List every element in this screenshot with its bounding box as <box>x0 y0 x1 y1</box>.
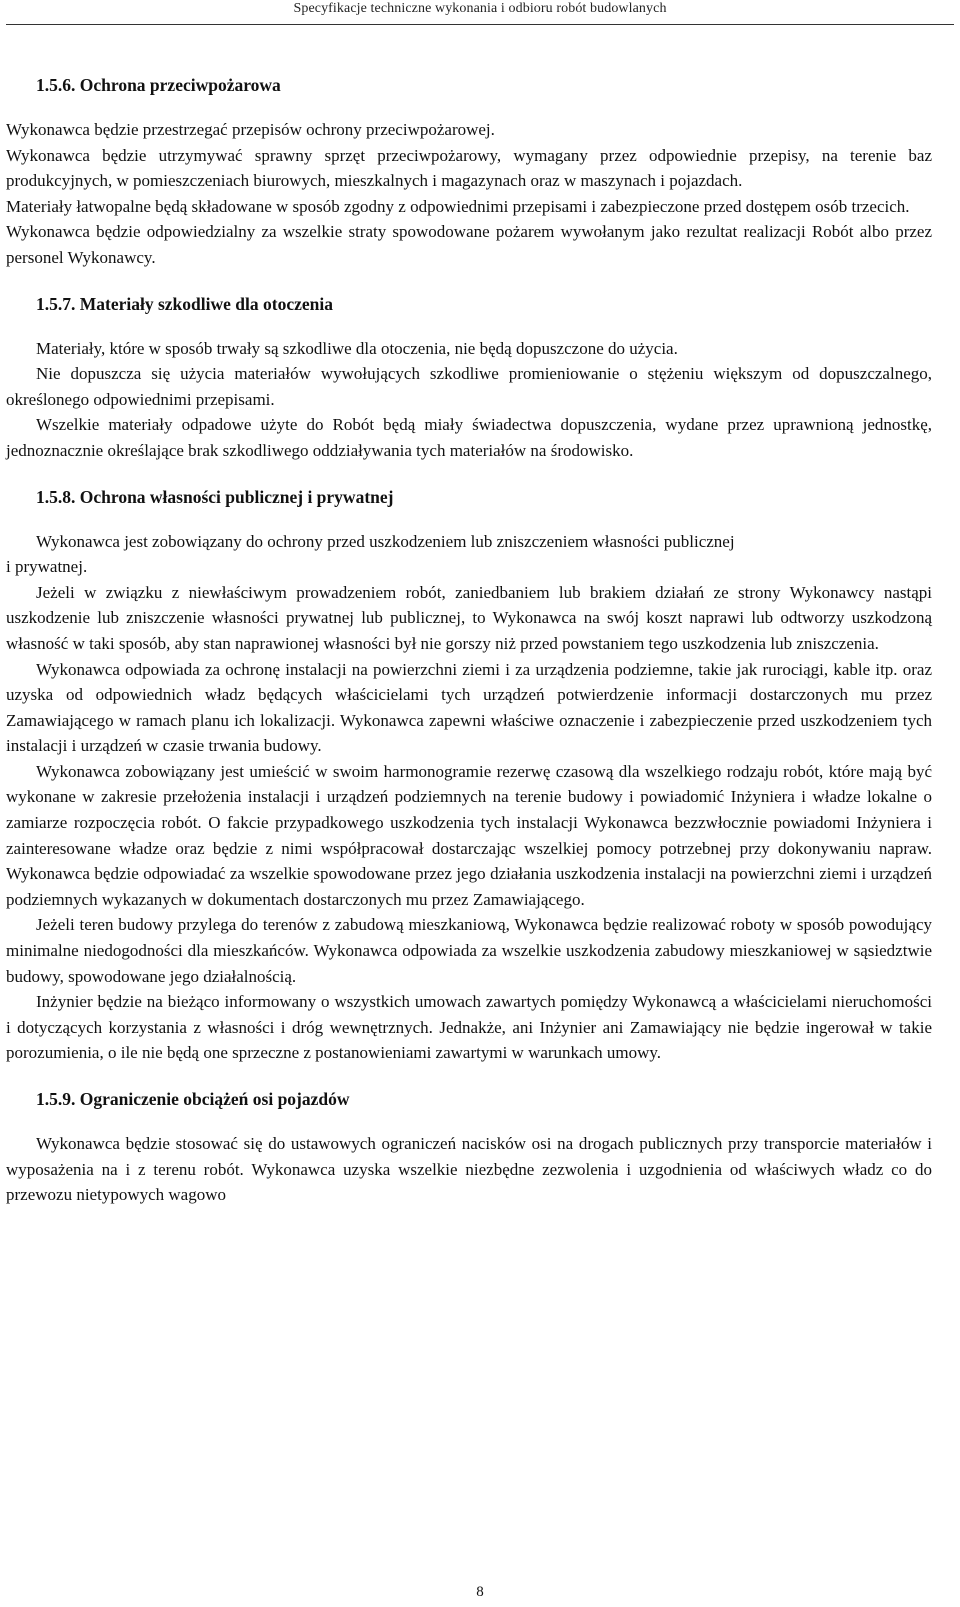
paragraph: Jeżeli w związku z niewłaściwym prowadzeniem robót, zaniedbaniem lub brakiem działań ze strony Wykonawcy nastąpi uszkodzenie lub zniszczenie własności prywatnej lub publicznej, to Wykonawca na swój koszt naprawi lub odtworzy uszkodzoną własność w taki sposób, aby stan naprawionej własności był nie gorszy niż przed powstaniem tego uszkodzenia lub zniszczenia. <box>6 582 932 653</box>
paragraph: Wykonawca będzie odpowiedzialny za wszelkie straty spowodowane pożarem wywołanym jako rezultat realizacji Robót albo przez personel Wykonawcy. <box>6 222 932 267</box>
paragraph: Nie dopuszcza się użycia materiałów wywołujących szkodliwe promieniowanie o stężeniu większym od dopuszczalnego, określonego odpowiednimi przepisami. <box>6 364 932 409</box>
section-harmful-materials <box>6 291 932 464</box>
section-fire-protection <box>6 72 932 271</box>
section-property-protection <box>6 484 932 1066</box>
paragraph: Wykonawca będzie stosować się do ustawowych ograniczeń nacisków osi na drogach publicznych przy transporcie materiałów i wyposażenia na i z terenu robót. Wykonawca uzyska wszelkie niezbędne zezwolenia i uzgodnienia od właściwych władz co do przewozu nietypowych wagowo <box>6 1134 932 1205</box>
section-heading: 1.5.9. Ograniczenie obciążeń osi pojazdów <box>36 1089 350 1109</box>
header-title: Specyfikacje techniczne wykonania i odbioru robót budowlanych <box>293 1 667 16</box>
paragraph: i prywatnej. <box>6 557 88 577</box>
paragraph: Inżynier będzie na bieżąco informowany o wszystkich umowach zawartych pomiędzy Wykonawcą a właścicielami nieruchomości i dotyczących korzystania z własności i dróg wewnętrznych. Jednakże, ani Inżynier ani Zamawiający nie będzie ingerował w takie porozumienia, o ile nie będą one sprzeczne z postanowieniami zawartymi w warunkach umowy. <box>6 992 932 1063</box>
paragraph: Wykonawca odpowiada za ochronę instalacji na powierzchni ziemi i za urządzenia podziemne, takie jak rurociągi, kable itp. oraz uzyska od odpowiednich władz będących właścicielami tych urządzeń potwierdzenie informacji dostarczonych mu przez Zamawiającego w ramach planu ich lokalizacji. Wykonawca zapewni właściwe oznaczenie i zabezpieczenie przed uszkodzeniem tych instalacji i urządzeń w czasie trwania budowy. <box>6 659 932 756</box>
page-header <box>0 0 960 31</box>
section-axle-load-limits <box>6 1086 932 1208</box>
section-heading: 1.5.8. Ochrona własności publicznej i prywatnej <box>36 486 394 507</box>
paragraph: Materiały łatwopalne będą składowane w sposób zgodny z odpowiednimi przepisami i zabezpieczone przed dostępem osób trzecich. <box>6 196 910 216</box>
paragraph: Materiały, które w sposób trwały są szkodliwe dla otoczenia, nie będą dopuszczone do użycia. <box>36 338 678 358</box>
paragraph: Wszelkie materiały odpadowe użyte do Robót będą miały świadectwa dopuszczenia, wydane przez uprawnioną jednostkę, jednoznacznie określające brak szkodliwego oddziaływania tych materiałów na środowisko. <box>6 415 932 460</box>
paragraph: Wykonawca zobowiązany jest umieścić w swoim harmonogramie rezerwę czasową dla wszelkiego rodzaju robót, które mają być wykonane w zakresie przełożenia instalacji i urządzeń podziemnych na terenie budowy i powiadomić Inżyniera i władze lokalne o zamiarze rozpoczęcia robót. O fakcie przypadkowego uszkodzenia tych instalacji Wykonawca bezzwłocznie powiadomi Inżyniera i zainteresowane władze oraz będzie z nimi współpracował dostarczając wszelkiej pomocy potrzebnej przy dokonywaniu napraw. Wykonawca będzie odpowiadać za wszelkie spowodowane przez jego działania uszkodzenia instalacji na powierzchni ziemi i urządzeń podziemnych wykazanych w dokumentach dostarczonych mu przez Zamawiającego. <box>6 761 932 909</box>
paragraph: Wykonawca będzie utrzymywać sprawny sprzęt przeciwpożarowy, wymagany przez odpowiednie przepisy, na terenie baz produkcyjnych, w pomieszczeniach biurowych, mieszkalnych i magazynach oraz w maszynach i pojazdach. <box>6 145 932 191</box>
header-rule <box>6 24 954 25</box>
section-heading: 1.5.7. Materiały szkodliwe dla otoczenia <box>36 293 333 314</box>
document-body <box>6 72 932 1228</box>
paragraph: Jeżeli teren budowy przylega do terenów z zabudową mieszkaniową, Wykonawca będzie realizować roboty w sposób powodujący minimalne niedogodności dla mieszkańców. Wykonawca odpowiada za wszelkie uszkodzenia zabudowy mieszkaniowej w sąsiedztwie budowy, spowodowane jego działalnością. <box>6 915 932 986</box>
paragraph: Wykonawca będzie przestrzegać przepisów ochrony przeciwpożarowej. <box>6 120 495 139</box>
section-heading: 1.5.6. Ochrona przeciwpożarowa <box>36 75 281 95</box>
page-number: 8 <box>476 1584 484 1600</box>
paragraph: Wykonawca jest zobowiązany do ochrony przed uszkodzeniem lub zniszczeniem własności publicznej <box>36 531 735 551</box>
